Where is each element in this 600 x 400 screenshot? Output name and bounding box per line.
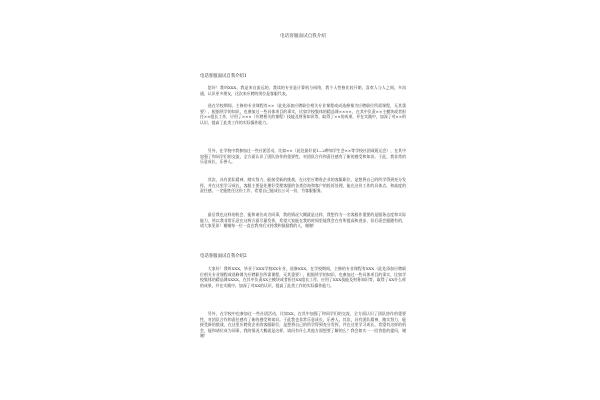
section-1-paragraph-3: 另外，在学校中我参加过一些社团活动，比如××（此处最好说1—2种如学生会××等学校社团或班运会），在其中加强了和同学们的交流，全方面认识了团队协作的重要性，对团队合作和责任感有了新的感受和知识。于此，我非常的乐意成长，乐善人。	[200, 148, 406, 165]
section-1-paragraph-5: 最后我也这样的机会，能和诸位成为同事，我的情况大概就是这样，我想作为一名客服作重要的是服务态度和实际能力，所以我非常乐意在这两方面尽量发挥，希望大家能在我的时间里能我会在有所提高和进步，但后面会跟随有的，请大家见谅！谢谢每一位一直在我身后支持我和鼓励我的人，谢谢！	[200, 212, 406, 229]
document-title: 电话客服面试自我介绍	[280, 34, 326, 39]
section-2-paragraph-2: 另外，在学校中也参加过一些社团活动，比如XX，在其中加强了和同学们的交流，全方面认识了团队协作的重要性，对团队合作和责任感有了新的感受和知识。于此我也非常乐意成长，乐善人。其次，具有团队精神，踏实努力，能接受新的挑战，在这里应聘贵企业的客服职位，是想将自己的所学得到充分发挥，并在这里学习成长，希望有这样的机会，能和诸位成为同事，我的情况大概就是这样，请问有什么其他方面想要了解的么？我会如实一一回答您的提问，谢谢！	[200, 311, 406, 339]
section-1-heading: 电话客服面试自我介绍1	[200, 74, 247, 79]
section-2-paragraph-1: 大家好！我叫XXX，毕业于XXX学校XX专业，选修XXX，在学校期间，主修的专业课程有XXX（此处添加应聘职位相关专业课程或选修课为应聘职位所需课程，无其重要），根据所学的知识，也参加过一些具体项目的事实，比如学校集体的精品课XXXX，在其中负责XX主模块或者担任XX组长工作，应用了XXX技能及财务知识等，取得了XX什么样的成果，并在实践中，加深了对XX的认识，提高了此类工作的实际操作能力。	[200, 266, 406, 288]
section-1-paragraph-1: 您好！我叫XXX，我是来自流远的，我读的专业是计算机与网络，我个人性格比较开朗，喜欢人与人之间，多沟通，认识更多朋友，这次来应聘的岗位是客服代表。	[200, 85, 406, 96]
section-2-heading: 电话客服面试自我介绍2	[200, 254, 247, 259]
document-page	[196, 0, 410, 400]
section-1-paragraph-2: 选在学校期间，主修的专业课程有××（此处添加应聘职位相关专业课程或成选修课为应聘职位所需课程，无其重要），根据所学的知识，也参加过一些具体项目的事实，比如学校集体的精品课××××，在其中负责××主模块或者担任××组长工作，应用了×××（应聘相关的课程）技能及财务知识等，取得了××的成果，并在实践中，加深了对××的认识，提高了此类工作的实际操作能力。	[200, 103, 406, 125]
section-1-paragraph-4: 其次，具有团队精神，踏实努力，能接受新的挑战，在这里应聘贵企业的客服职位，是想将自己的所学得到充分发挥，并在这里学习成长，客服主要是处理好受理客服的各类咨询和客户的投诉处理，能在这份工作的具体点，和高度的责任感，一定能胜任这份工作，希望自己能成长公司一份，为客服服务。	[200, 177, 406, 194]
